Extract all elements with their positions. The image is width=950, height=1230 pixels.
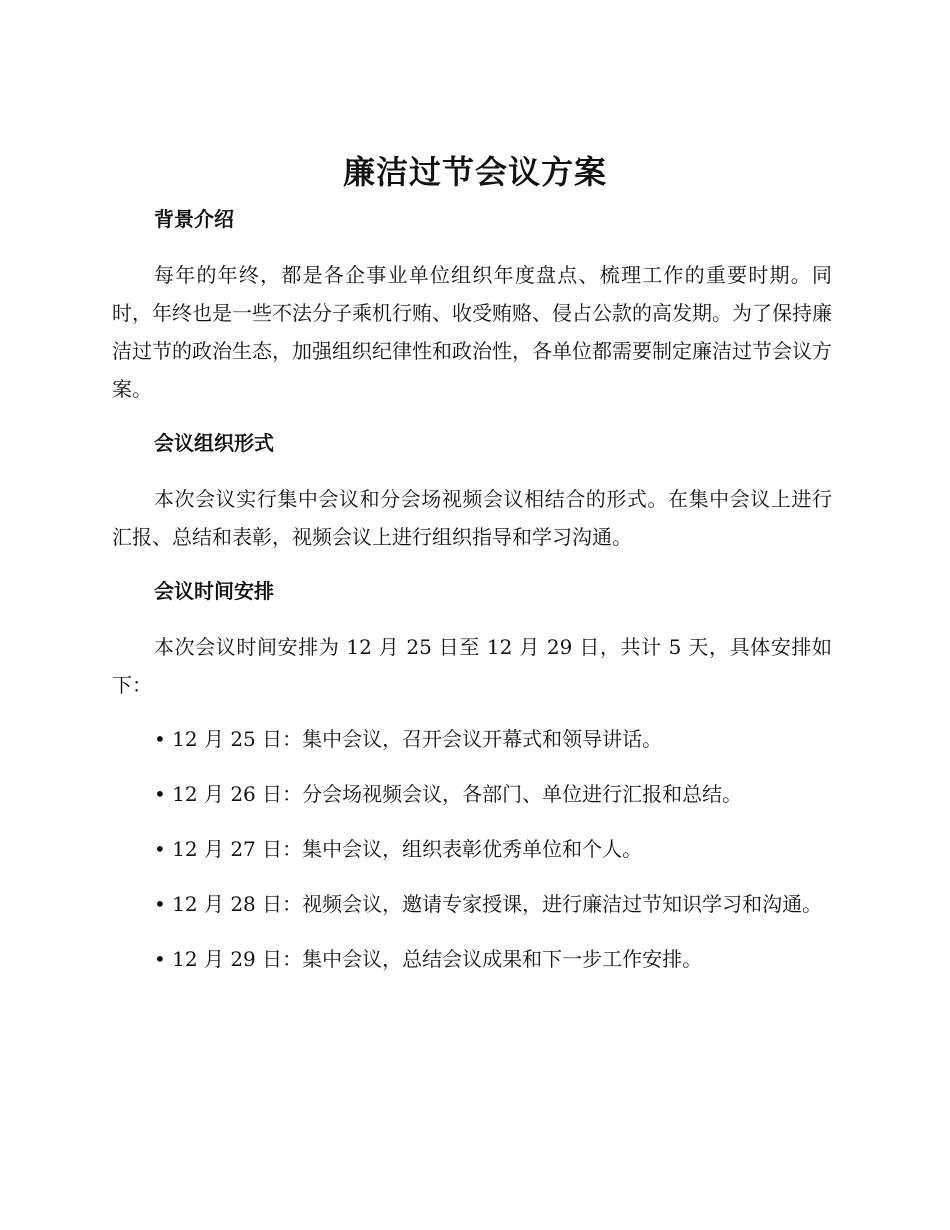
section-heading-schedule: 会议时间安排	[154, 579, 274, 603]
section-heading-format: 会议组织形式	[154, 431, 274, 455]
schedule-item: • 12 月 28 日：视频会议，邀请专家授课，进行廉洁过节知识学习和沟通。	[154, 892, 823, 916]
document-body	[112, 200, 832, 995]
section-paragraph-schedule: 本次会议时间安排为 12 月 25 日至 12 月 29 日，共计 5 天，具体安排如下：	[112, 635, 832, 697]
schedule-item: • 12 月 27 日：集中会议，组织表彰优秀单位和个人。	[154, 837, 643, 861]
schedule-list	[112, 720, 832, 978]
page-title: 廉洁过节会议方案	[342, 153, 607, 191]
section-heading-background: 背景介绍	[154, 207, 234, 231]
section-paragraph-background: 每年的年终，都是各企事业单位组织年度盘点、梳理工作的重要时期。同时，年终也是一些不法分子乘机行贿、收受贿赂、侵占公款的高发期。为了保持廉洁过节的政治生态，加强组织纪律性和政治性，各单位都需要制定廉洁过节会议方案。	[112, 263, 832, 401]
schedule-item: • 12 月 25 日：集中会议，召开会议开幕式和领导讲话。	[154, 727, 663, 751]
section-paragraph-format: 本次会议实行集中会议和分会场视频会议相结合的形式。在集中会议上进行汇报、总结和表彰，视频会议上进行组织指导和学习沟通。	[112, 487, 832, 549]
schedule-item: • 12 月 26 日：分会场视频会议，各部门、单位进行汇报和总结。	[154, 782, 743, 806]
schedule-item: • 12 月 29 日：集中会议，总结会议成果和下一步工作安排。	[154, 947, 703, 971]
